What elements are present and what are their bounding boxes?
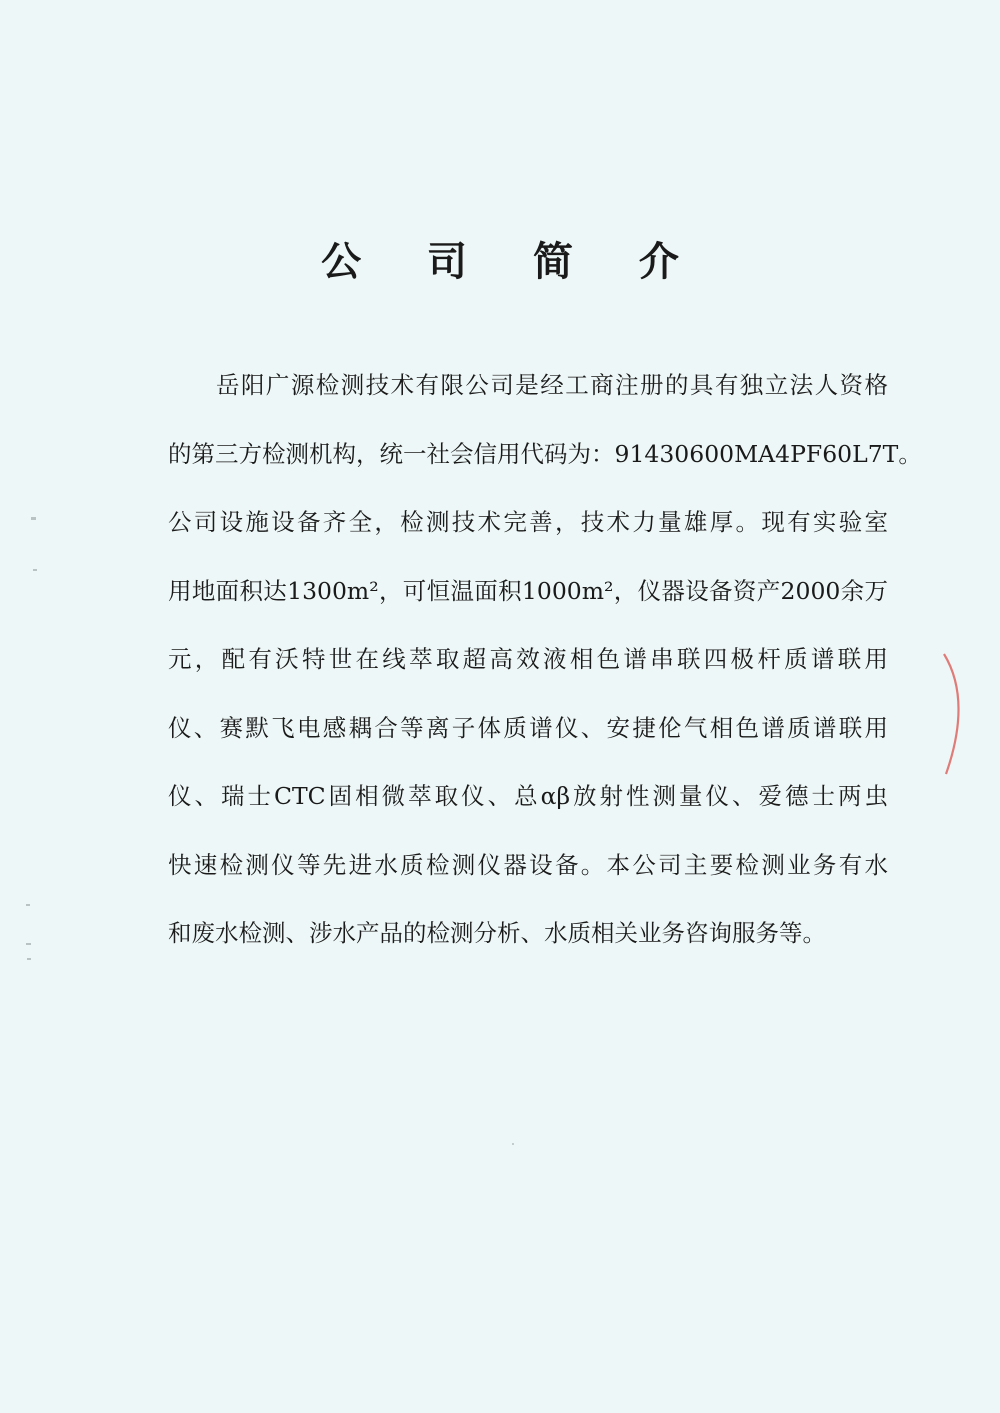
paragraph-line: 和废水检测、涉水产品的检测分析、水质相关业务咨询服务等。: [168, 919, 826, 947]
scan-mark: [31, 517, 36, 520]
paragraph-line: 公司设施设备齐全，检测技术完善，技术力量雄厚。现有实验室: [168, 508, 888, 536]
paragraph-line: 的第三方检测机构，统一社会信用代码为：91430600MA4PF60L7T。: [168, 439, 922, 468]
page-title: 公 司 简 介: [321, 239, 705, 285]
paragraph-line: 岳阳广源检测技术有限公司是经工商注册的具有独立法人资格: [216, 371, 888, 399]
paragraph-line: 元，配有沃特世在线萃取超高效液相色谱串联四极杆质谱联用: [168, 645, 888, 673]
scan-mark: [26, 943, 31, 945]
scan-mark: [33, 569, 37, 571]
scan-mark: [27, 958, 31, 960]
scan-mark: [26, 904, 30, 906]
company-intro-paragraph: [168, 351, 922, 968]
paragraph-line: 仪、赛默飞电感耦合等离子体质谱仪、安捷伦气相色谱质谱联用: [168, 713, 888, 742]
paragraph-line: 快速检测仪等先进水质检测仪器设备。本公司主要检测业务有水: [168, 850, 888, 879]
scan-speck: [512, 1143, 514, 1145]
seal-stamp-edge: [920, 650, 980, 780]
paragraph-line: 仪、瑞士CTC固相微萃取仪、总αβ放射性测量仪、爱德士两虫: [168, 782, 888, 810]
paragraph-line: 用地面积达1300m²，可恒温面积1000m²，仪器设备资产2000余万: [168, 576, 888, 605]
